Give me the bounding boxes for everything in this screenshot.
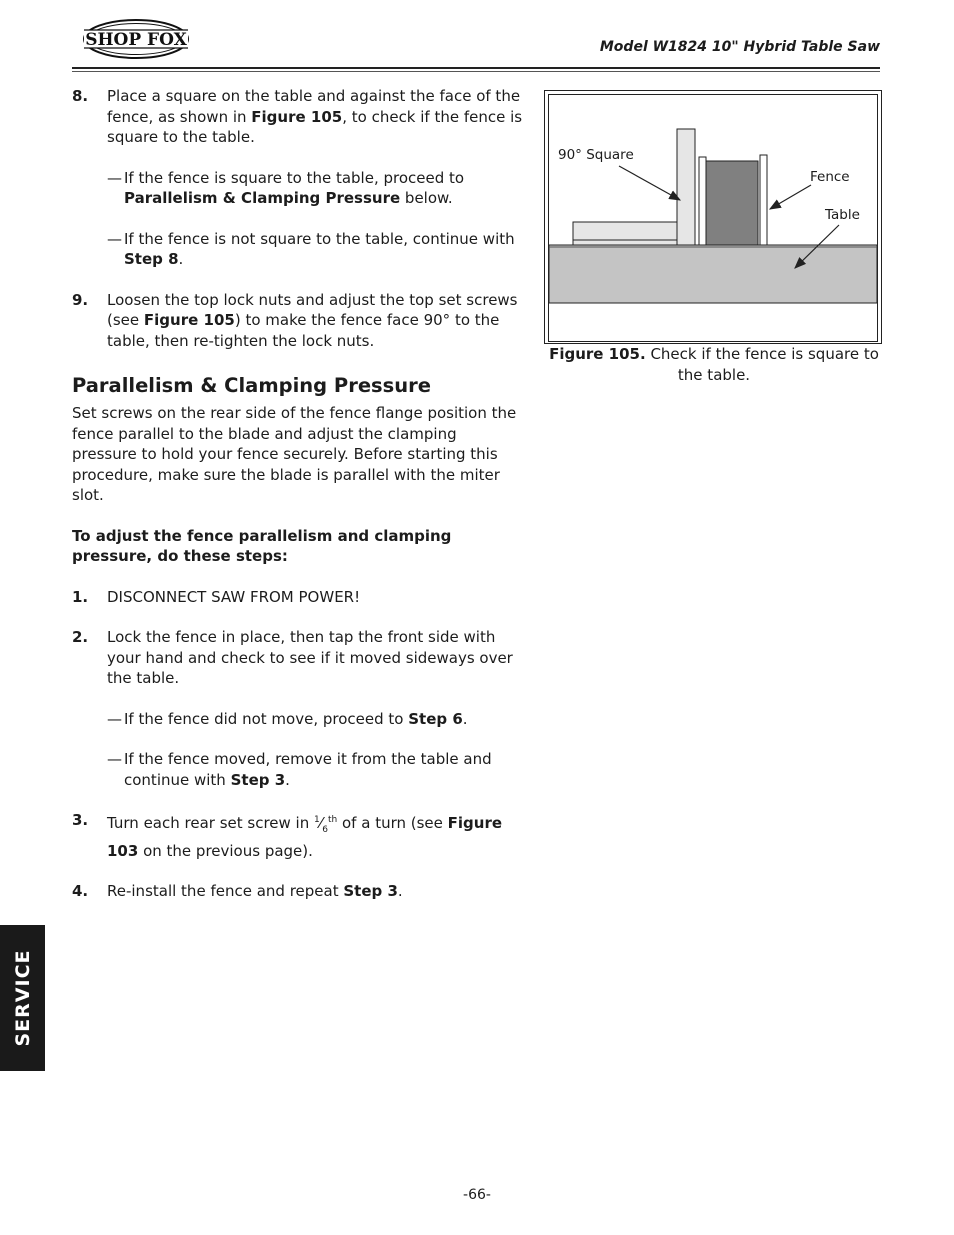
brand-wordmark: SHOP FOX: [85, 30, 187, 50]
sub-step-text: .: [462, 709, 468, 728]
square-blade: [677, 129, 695, 245]
step-text: Turn each rear set screw in: [107, 814, 315, 832]
step-1: [72, 587, 524, 608]
step-text: Loosen the top lock nuts and adjust the top set screws (see: [107, 290, 518, 329]
figure-caption: [548, 344, 880, 385]
step-text: .: [397, 882, 403, 900]
step-reference: Step 8: [124, 250, 179, 268]
fence-body: [706, 161, 758, 245]
sub-step: [107, 709, 524, 730]
table-surface: [549, 245, 877, 303]
section-heading: Parallelism & Clamping Pressure: [72, 374, 431, 397]
figure-reference: Figure 105: [251, 107, 343, 126]
label-90-square: 90° Square: [558, 147, 634, 163]
arrow-square: [619, 166, 680, 200]
step-reference: Step 6: [408, 709, 463, 728]
step-text: Place a square on the table and against the face of the fence, as shown in: [107, 87, 521, 126]
step-2: [72, 627, 524, 689]
sub-step-text: If the fence did not move, proceed to: [124, 709, 409, 728]
step-9: [72, 290, 524, 352]
sub-step-text: If the fence is not square to the table, continue with: [124, 229, 515, 248]
step-text: Re-install the fence and repeat: [107, 882, 344, 900]
page-number: -66-: [463, 1187, 491, 1203]
step-4: [72, 881, 524, 902]
label-table: Table: [825, 207, 860, 223]
fraction-denominator: 6: [322, 825, 328, 835]
step-text: ) to make the fence face 90° to the table, then re-tighten the lock nuts.: [107, 311, 500, 350]
sub-step-text: If the fence moved, remove it from the table and continue with: [124, 750, 492, 789]
figure-105-frame: [544, 90, 882, 344]
arrow-fence: [770, 185, 811, 209]
step-number: 9.: [72, 290, 89, 309]
figure-reference: Figure 103: [107, 814, 503, 860]
procedure-lead-in: To adjust the fence parallelism and clamping pressure, do these steps:: [72, 526, 452, 565]
label-fence: Fence: [810, 169, 850, 185]
sub-step-text: If the fence is square to the table, proceed to: [124, 168, 465, 187]
sub-step-text: below.: [400, 189, 453, 207]
dash: —: [107, 168, 122, 187]
step-3: [72, 810, 524, 861]
step-text: on the previous page).: [138, 841, 313, 860]
step-reference: Step 3: [343, 882, 398, 900]
section-tab: [0, 925, 45, 1071]
shop-fox-logo: [82, 18, 190, 60]
step-number: 8.: [72, 87, 89, 105]
step-8: [72, 86, 524, 148]
header-rule: [72, 67, 880, 69]
step-text: DISCONNECT SAW FROM POWER!: [107, 587, 361, 606]
header-rule-thin: [72, 71, 880, 72]
sub-step: [107, 229, 524, 270]
fraction-slash: ⁄: [319, 814, 323, 832]
sub-step-text: .: [178, 250, 184, 268]
model-title: Model W1824 10" Hybrid Table Saw: [599, 39, 880, 55]
sub-step: [107, 168, 524, 209]
left-column: [72, 86, 524, 922]
dash: —: [107, 229, 122, 248]
section-tab-label: SERVICE: [11, 949, 34, 1047]
step-number: 2.: [72, 628, 89, 646]
figure-caption-text: Check if the fence is square to the table.: [645, 345, 879, 384]
section-intro: Set screws on the rear side of the fence flange position the fence parallel to the blade and adjust the clamping pressure to hold your fence securely. Before starting this procedure, make sure the blade is parallel with the miter slot.: [72, 404, 517, 504]
fence-face-right: [760, 155, 767, 245]
dash: —: [107, 709, 122, 728]
step-number: 4.: [72, 882, 89, 900]
dash: —: [107, 750, 122, 768]
step-text: Lock the fence in place, then tap the front side with your hand and check to see if it moved sideways over the table.: [107, 628, 513, 687]
fraction-numerator: 1: [314, 815, 320, 825]
section-reference: Parallelism & Clamping Pressure: [124, 189, 401, 207]
fence-face-left: [699, 157, 706, 245]
sub-step: [107, 749, 524, 790]
sub-step-text: .: [285, 770, 290, 789]
step-reference: Step 3: [230, 770, 286, 789]
ordinal-suffix: th: [328, 815, 338, 825]
step-text: of a turn (see: [337, 814, 448, 832]
figure-reference: Figure 105: [143, 311, 235, 329]
step-number: 3.: [72, 811, 89, 829]
figure-105: [548, 94, 878, 342]
figure-caption-label: Figure 105.: [549, 345, 646, 363]
step-number: 1.: [72, 587, 89, 606]
step-text: , to check if the fence is square to the table.: [107, 107, 523, 146]
